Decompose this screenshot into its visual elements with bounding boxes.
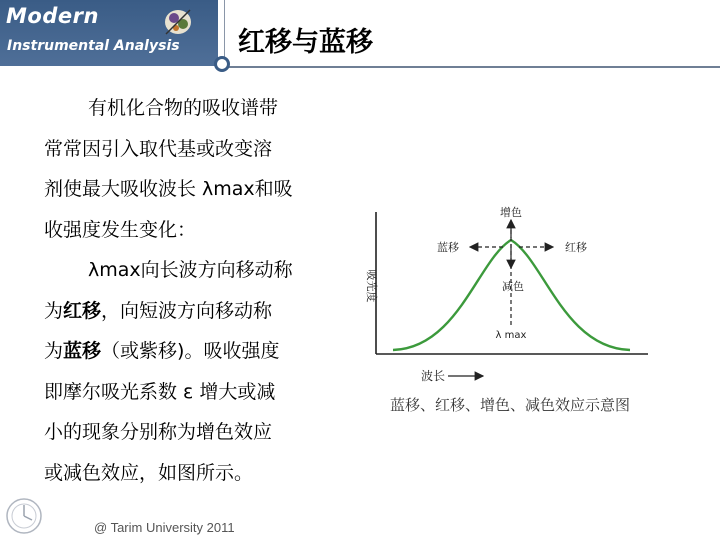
label-wavelength: 波长 bbox=[420, 369, 446, 383]
footer-copyright: @ Tarim University 2011 bbox=[94, 520, 235, 535]
body-line: 或减色效应，如图所示。 bbox=[44, 461, 254, 484]
header-underline bbox=[218, 66, 720, 68]
header-subtitle: Instrumental Analysis bbox=[7, 38, 180, 54]
body-text: （或紫移)。吸收强度 bbox=[101, 340, 280, 362]
label-hyperchromic: 增色 bbox=[500, 206, 522, 219]
label-blueshift: 蓝移 bbox=[437, 241, 459, 254]
header-banner bbox=[0, 0, 218, 66]
header-divider bbox=[224, 0, 225, 60]
body-text: 为 bbox=[44, 299, 64, 322]
body-line: 有机化合物的吸收谱带 bbox=[88, 97, 279, 119]
header-title: Modern bbox=[6, 4, 99, 28]
slide-title: 红移与蓝移 bbox=[238, 27, 373, 58]
body-line: 小的现象分别称为增色效应 bbox=[44, 421, 273, 443]
header-circle-ornament bbox=[214, 56, 230, 72]
body-line bbox=[44, 291, 350, 332]
body-text: 为 bbox=[44, 340, 64, 362]
label-lambda-max: λ max bbox=[495, 330, 527, 341]
spectrometer-logo-icon bbox=[158, 4, 198, 40]
figure-caption: 蓝移、红移、增色、减色效应示意图 bbox=[390, 396, 631, 414]
body-text: ，向短波方向移动称 bbox=[101, 299, 273, 322]
blueshift-term: 蓝移 bbox=[63, 340, 102, 362]
body-line: 剂使最大吸收波长 λmax和吸 bbox=[44, 178, 293, 200]
body-line: λmax向长波方向移动称 bbox=[88, 259, 293, 281]
absorption-shift-diagram bbox=[348, 200, 688, 400]
label-redshift: 红移 bbox=[565, 241, 587, 254]
body-line bbox=[44, 331, 350, 372]
label-hypochromic: 减色 bbox=[502, 280, 524, 293]
clock-icon bbox=[4, 496, 44, 536]
body-line: 常常因引入取代基或改变溶 bbox=[44, 137, 273, 160]
redshift-term: 红移 bbox=[63, 299, 102, 322]
label-absorbance: 吸光度 bbox=[365, 269, 378, 303]
body-paragraph bbox=[44, 88, 350, 493]
body-line: 收强度发生变化： bbox=[44, 218, 197, 241]
body-line: 即摩尔吸光系数 ε 增大或减 bbox=[44, 380, 276, 403]
